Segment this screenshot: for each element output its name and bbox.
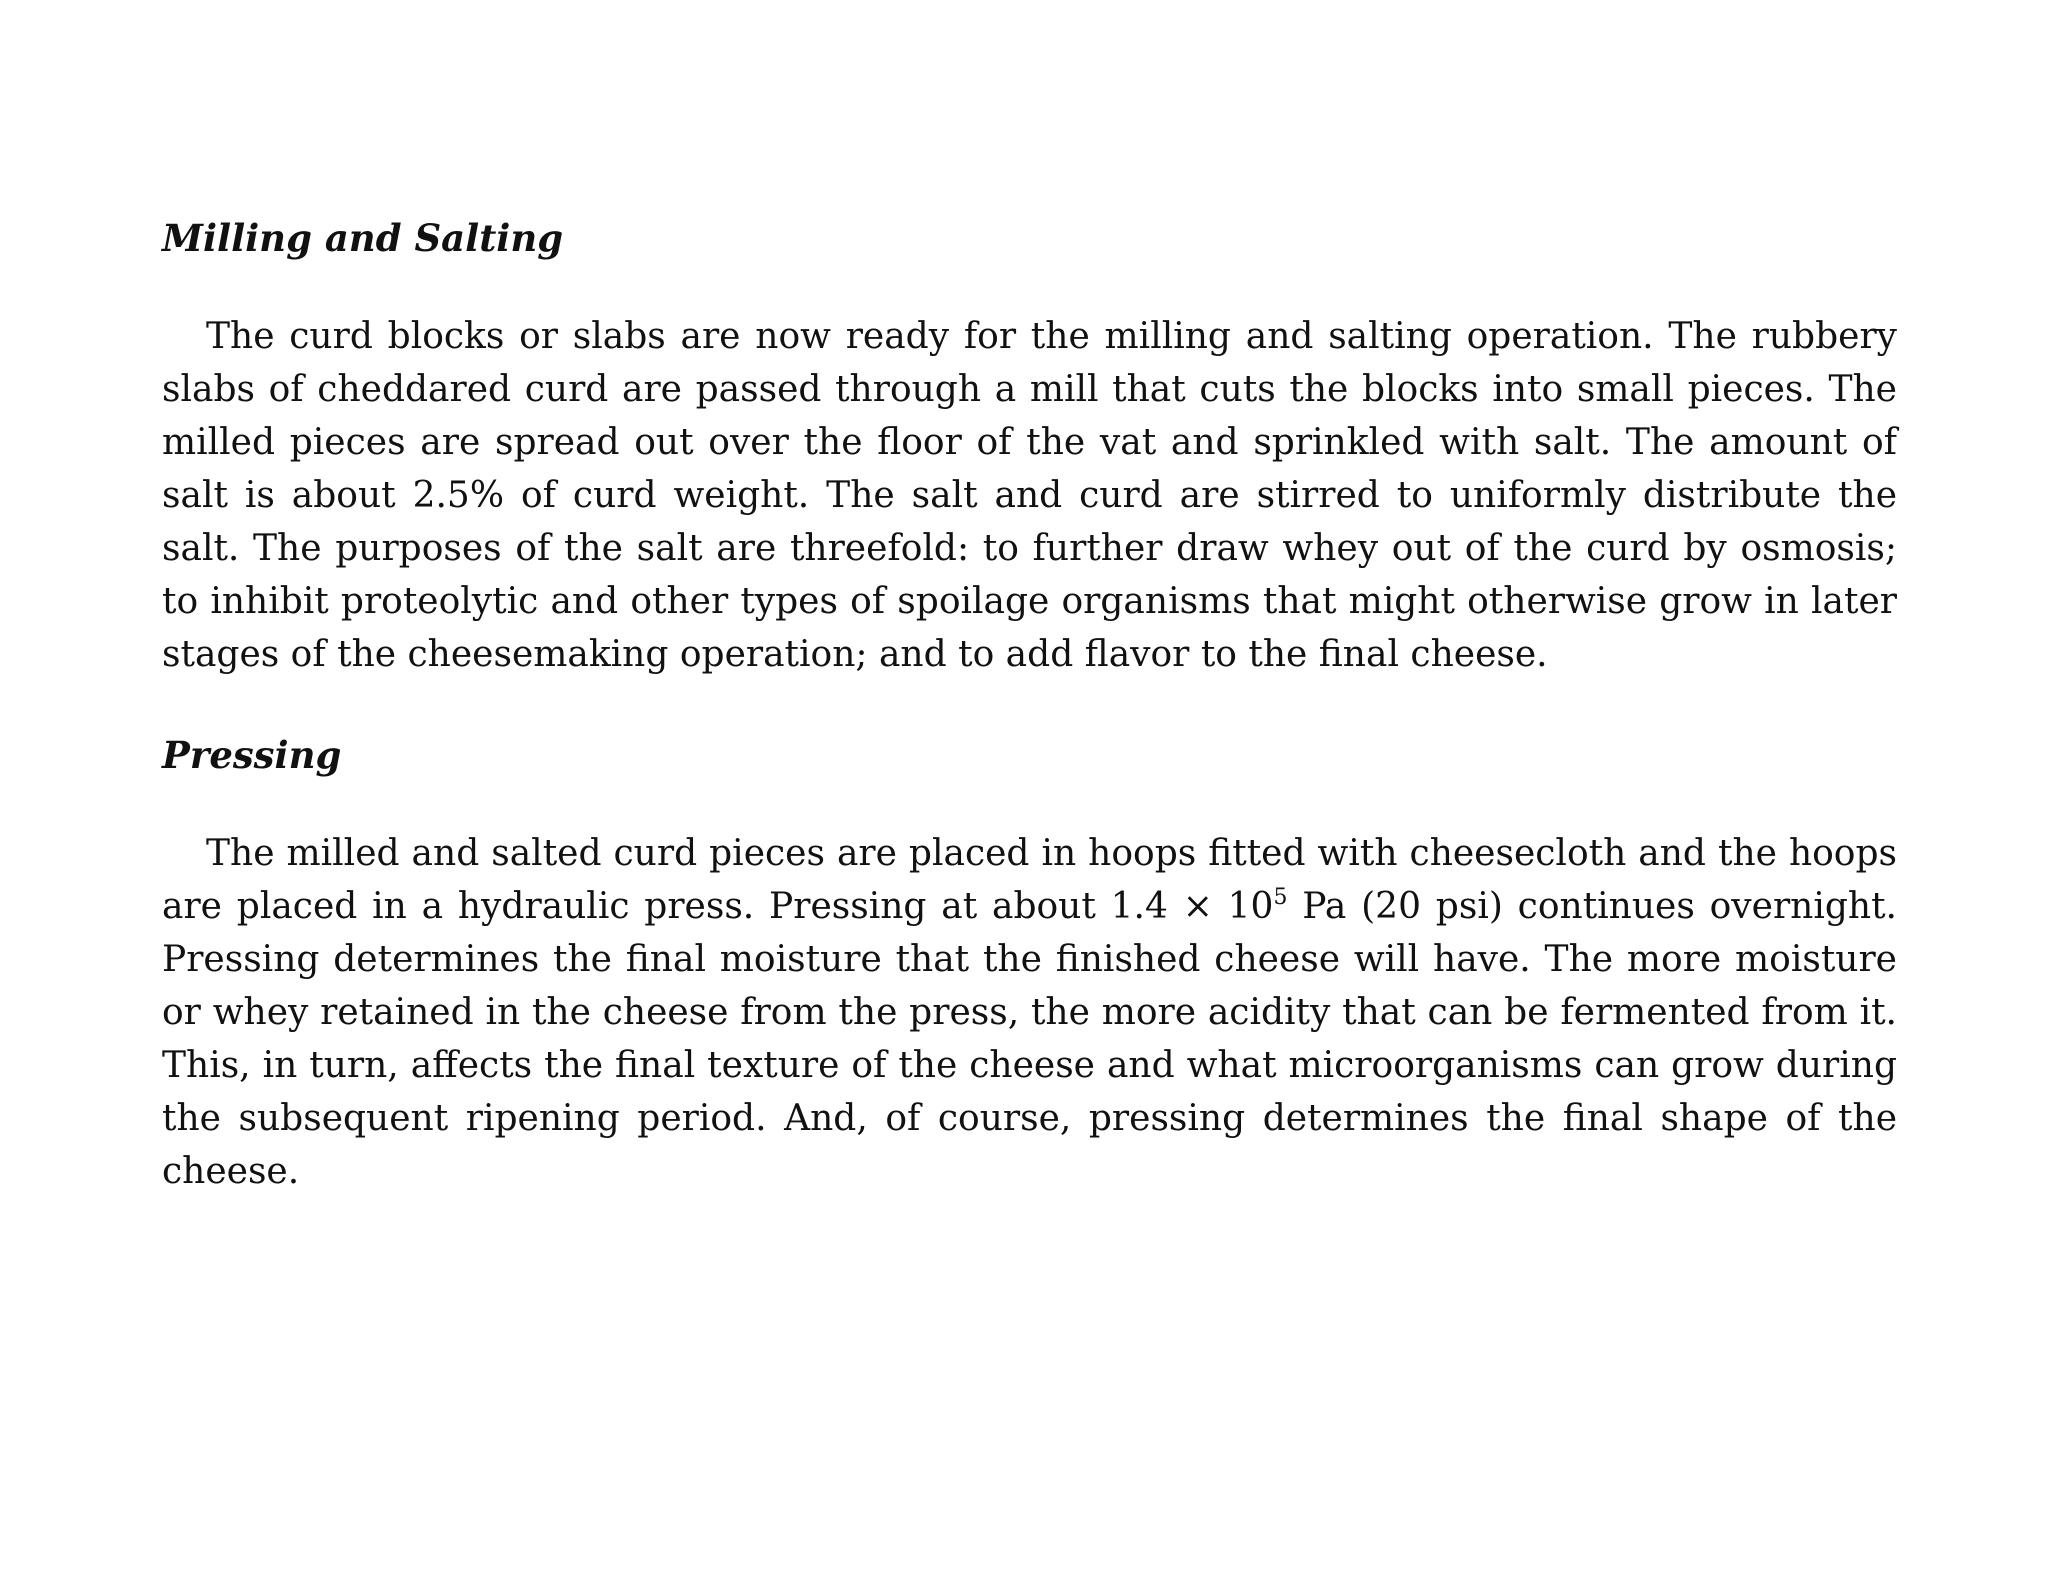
section-spacer [162,681,1897,725]
section-paragraph: The curd blocks or slabs are now ready for the milling and salting operation. The rubbery slabs of cheddared curd are passed through a mill that cuts the blocks into small pieces. The milled pieces are spread out over the floor of the vat and sprinkled with salt. The amount of salt is about 2.5% of curd weight. The salt and curd are stirred to uniformly distribute the salt. The purposes of the salt are threefold: to further draw whey out of the curd by osmosis; to inhibit proteolytic and other types of spoilage organisms that might otherwise grow in later stages of the cheesemaking operation; and to add flavor to the final cheese. [162,316,1897,675]
section-pressing [162,725,1897,1198]
section-milling-and-salting [162,208,1897,681]
document-page [162,208,1897,1198]
section-paragraph [162,827,1897,1198]
section-heading: Milling and Salting [162,216,564,260]
paragraph-text-part2: Pa (20 psi) continues overnight. Pressing determines the final moisture that the finished cheese will have. The more moisture or whey retained in the cheese from the press, the more acidity that can be fermented from it. This, in turn, affects the final texture of the cheese and what microorganisms can grow during the subsequent ripening period. And, of course, pressing determines the final shape of the cheese. [162,886,1897,1192]
section-heading: Pressing [162,733,342,777]
paragraph-text-part1: The milled and salted curd pieces are placed in hoops fitted with cheesecloth and the hoops are placed in a hydraulic press. Pressing at about 1.4 × 10 [162,833,1897,927]
exponent-superscript: 5 [1273,885,1288,910]
